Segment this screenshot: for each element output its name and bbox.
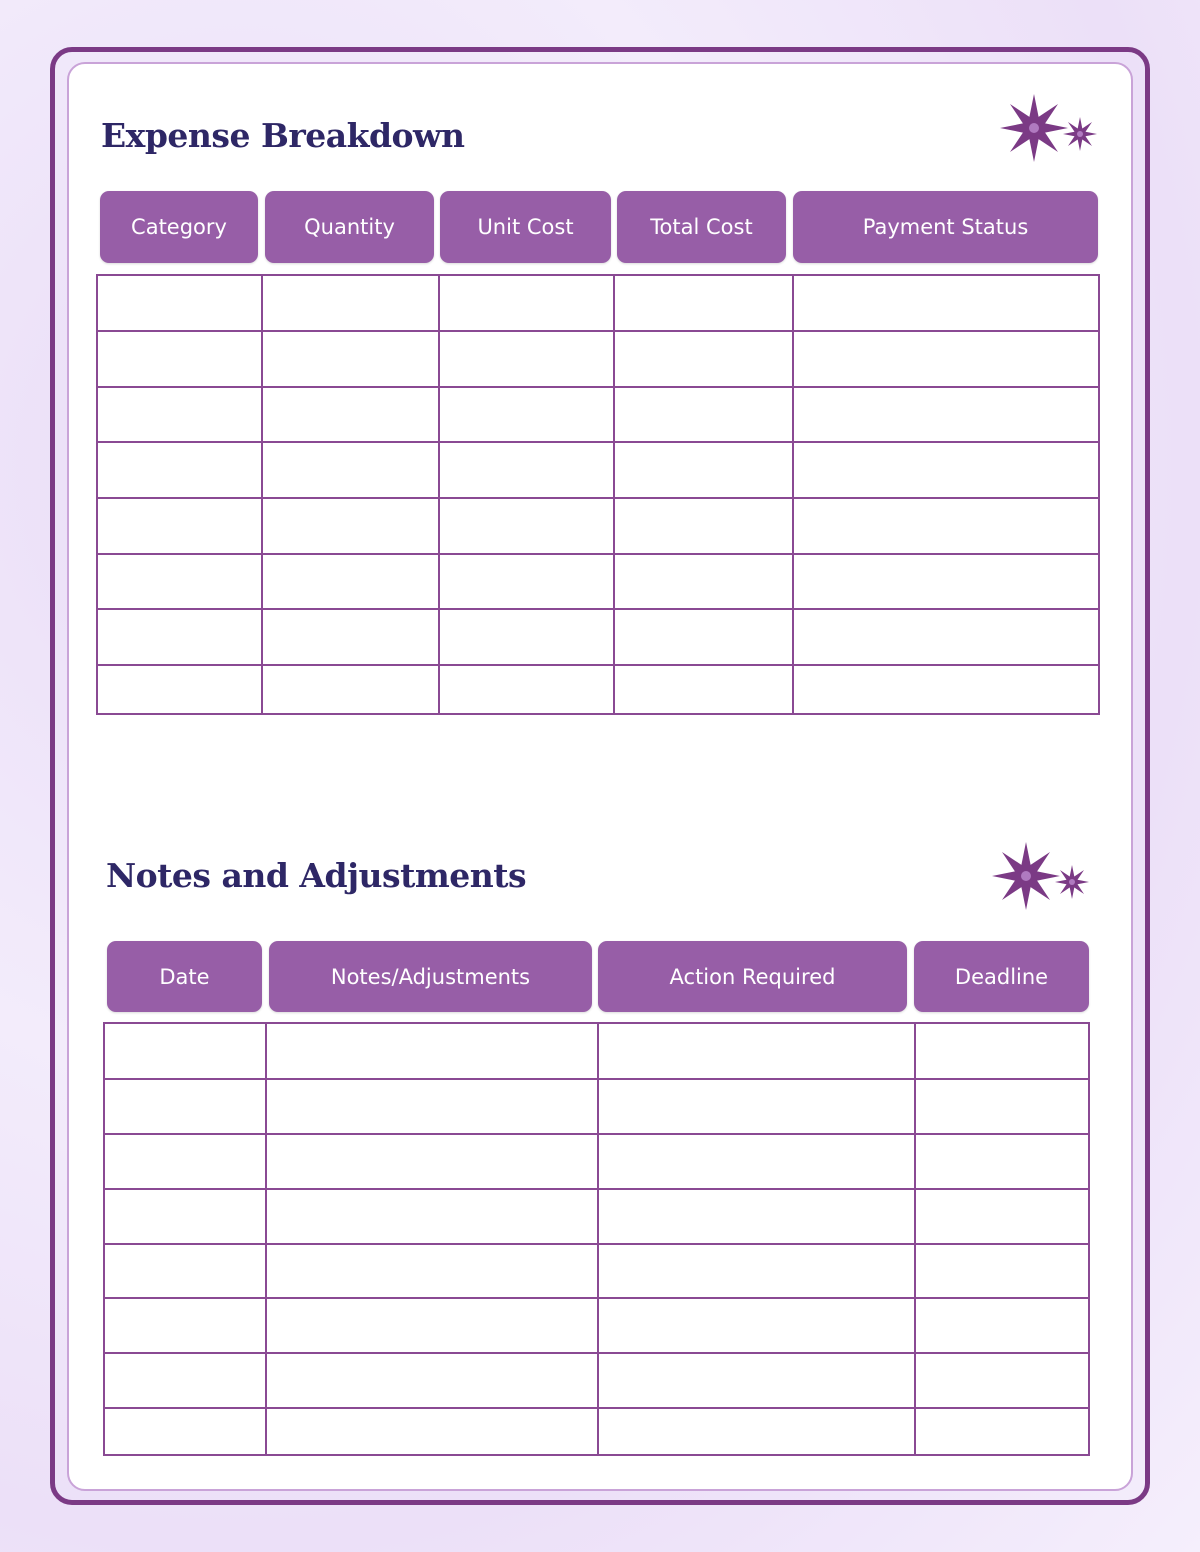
row-divider xyxy=(98,441,1098,443)
row-divider xyxy=(98,608,1098,610)
row-divider xyxy=(105,1078,1088,1080)
row-divider xyxy=(98,330,1098,332)
column-header: Unit Cost xyxy=(440,191,611,263)
row-divider xyxy=(105,1188,1088,1190)
row-divider xyxy=(98,664,1098,666)
row-divider xyxy=(105,1133,1088,1135)
column-header: Action Required xyxy=(598,941,907,1012)
column-header: Total Cost xyxy=(617,191,786,263)
row-divider xyxy=(105,1297,1088,1299)
column-divider xyxy=(438,276,440,713)
notes-title: Notes and Adjustments xyxy=(106,856,527,895)
row-divider xyxy=(105,1243,1088,1245)
column-header: Notes/Adjustments xyxy=(269,941,592,1012)
row-divider xyxy=(98,386,1098,388)
column-divider xyxy=(597,1024,599,1454)
column-header: Quantity xyxy=(265,191,434,263)
row-divider xyxy=(98,553,1098,555)
expense-table xyxy=(96,274,1100,715)
expense-title: Expense Breakdown xyxy=(101,116,465,155)
column-header: Category xyxy=(100,191,258,263)
flower-icon xyxy=(990,840,1092,912)
column-header: Deadline xyxy=(914,941,1089,1012)
row-divider xyxy=(98,497,1098,499)
flower-icon xyxy=(998,92,1100,164)
column-divider xyxy=(613,276,615,713)
column-divider xyxy=(265,1024,267,1454)
notes-table xyxy=(103,1022,1090,1456)
row-divider xyxy=(105,1352,1088,1354)
column-divider xyxy=(261,276,263,713)
column-header: Payment Status xyxy=(793,191,1098,263)
column-divider xyxy=(792,276,794,713)
column-header: Date xyxy=(107,941,262,1012)
column-divider xyxy=(914,1024,916,1454)
row-divider xyxy=(105,1407,1088,1409)
